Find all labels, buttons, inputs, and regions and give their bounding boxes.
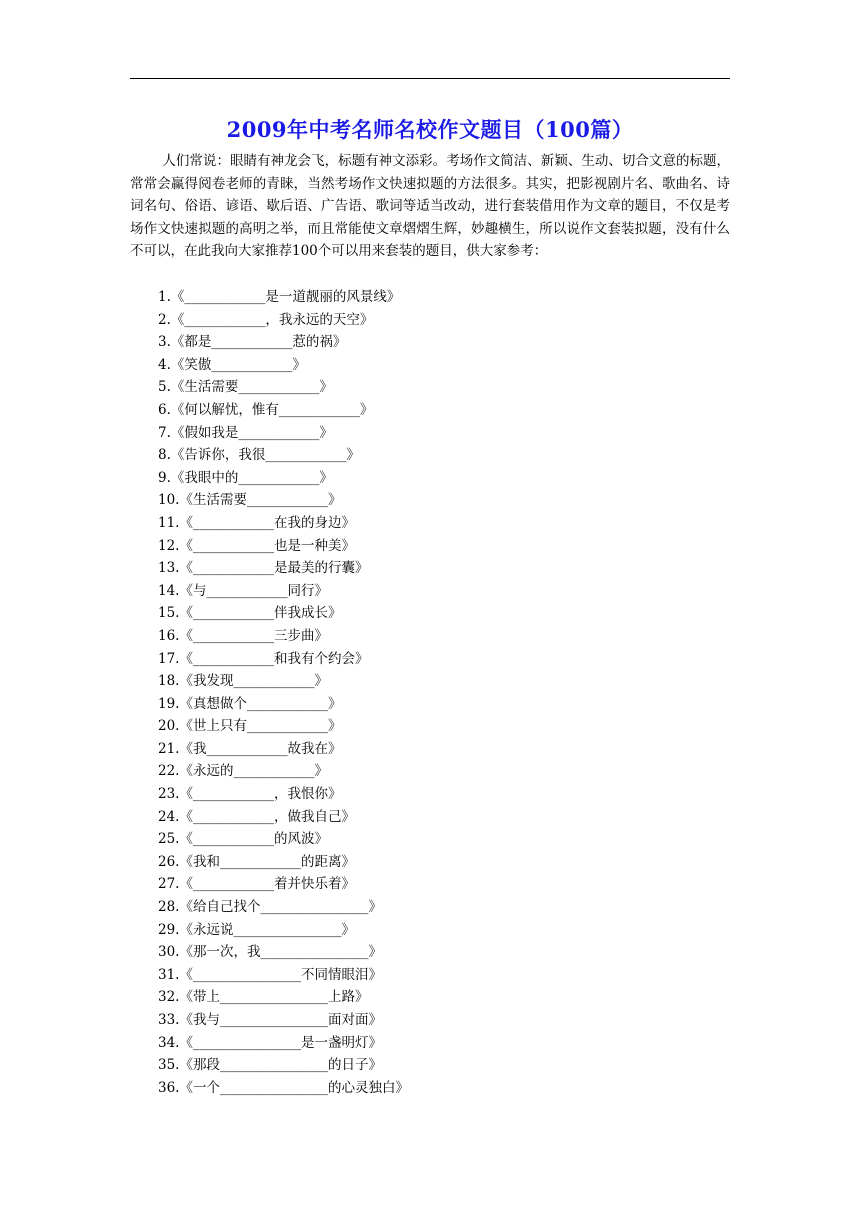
topic-item: 34.《________________是一盏明灯》 xyxy=(158,1034,382,1051)
topic-item: 32.《带上________________上路》 xyxy=(158,989,369,1006)
header-rule xyxy=(130,78,730,79)
topic-item: 25.《____________的风波》 xyxy=(158,831,328,848)
topic-item: 36.《一个________________的心灵独白》 xyxy=(158,1079,409,1096)
topic-item: 18.《我发现____________》 xyxy=(158,673,328,690)
intro-paragraph: 人们常说：眼睛有神龙会飞，标题有神文添彩。考场作文简洁、新颖、生动、切合文意的标题，常常会赢得阅卷老师的青睐，当然考场作文快速拟题的方法很多。其实，把影视剧片名、歌曲名、诗词名句、俗语、谚语、歇后语、广告语、歌词等适当改动，进行套装借用作为文章的题目，不仅是考场作文快速拟题的高明之举，而且常能使文章熠熠生辉，妙趣横生，所以说作文套装拟题，没有什么不可以，在此我向大家推荐100个可以用来套装的题目，供大家参考： xyxy=(130,153,730,259)
topic-item: 15.《____________伴我成长》 xyxy=(158,605,342,622)
topic-item: 14.《与____________同行》 xyxy=(158,582,328,599)
topic-item: 12.《____________也是一种美》 xyxy=(158,537,355,554)
topic-item: 13.《____________是最美的行囊》 xyxy=(158,560,369,577)
topic-item: 23.《____________，我恨你》 xyxy=(158,786,342,803)
topic-item: 35.《那段________________的日子》 xyxy=(158,1057,382,1074)
topic-item: 1.《____________是一道靓丽的风景线》 xyxy=(158,289,401,305)
topic-item: 6.《何以解忧，惟有____________》 xyxy=(158,401,374,418)
topic-item: 19.《真想做个____________》 xyxy=(158,695,342,712)
topic-item: 7.《假如我是____________》 xyxy=(158,424,333,441)
topic-item: 11.《____________在我的身边》 xyxy=(158,514,355,531)
topic-item: 27.《____________着并快乐着》 xyxy=(158,876,355,893)
topic-item: 3.《都是____________惹的祸》 xyxy=(158,334,347,351)
topic-item: 22.《永远的____________》 xyxy=(158,763,328,780)
topic-item: 33.《我与________________面对面》 xyxy=(158,1012,382,1028)
topic-item: 10.《生活需要____________》 xyxy=(158,492,342,509)
topic-item: 4.《笑傲____________》 xyxy=(158,356,306,373)
topic-item: 16.《____________三步曲》 xyxy=(158,627,328,644)
topic-item: 5.《生活需要____________》 xyxy=(158,379,333,396)
topic-item: 29.《永远说________________》 xyxy=(158,921,355,938)
topic-item: 30.《那一次，我________________》 xyxy=(158,944,382,961)
topic-item: 31.《________________不同情眼泪》 xyxy=(158,966,382,983)
topic-item: 17.《____________和我有个约会》 xyxy=(158,650,369,667)
topic-list xyxy=(158,286,658,1099)
topic-item: 2.《____________，我永远的天空》 xyxy=(158,311,374,328)
topic-item: 26.《我和____________的距离》 xyxy=(158,853,355,870)
topic-item: 9.《我眼中的____________》 xyxy=(158,469,333,486)
topic-item: 24.《____________，做我自己》 xyxy=(158,808,355,825)
topic-item: 21.《我____________故我在》 xyxy=(158,740,342,757)
page-title: 2009年中考名师名校作文题目（100篇） xyxy=(226,117,634,142)
topic-item: 28.《给自己找个________________》 xyxy=(158,899,382,916)
topic-item: 8.《告诉你，我很____________》 xyxy=(158,447,360,464)
topic-item: 20.《世上只有____________》 xyxy=(158,718,342,735)
